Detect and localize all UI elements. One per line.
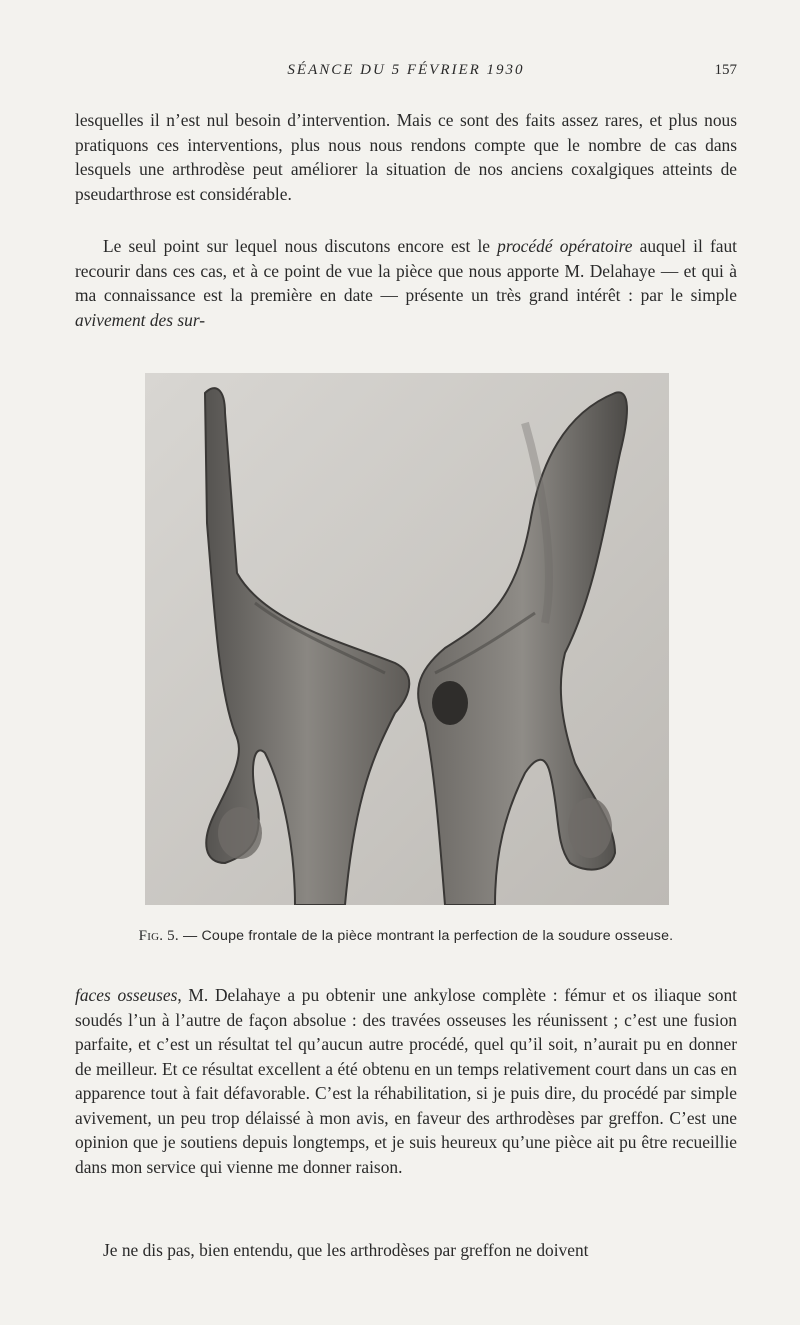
paragraph-4: Je ne dis pas, bien entendu, que les arthrodèses par greffon ne doivent (103, 1240, 589, 1260)
bone-section-photograph (145, 373, 669, 905)
page-number: 157 (714, 62, 737, 78)
paragraph-2-italic-b: avivement des sur- (75, 309, 206, 330)
paragraph-3 (75, 983, 737, 1179)
paragraph-2-italic-a: procédé opératoire (497, 236, 633, 256)
paragraph-2 (75, 234, 737, 332)
figure-caption (75, 928, 737, 945)
bone-photo-illustration (145, 373, 669, 905)
running-title: SÉANCE DU 5 FÉVRIER 1930 (287, 62, 525, 78)
figure-label: Fig. 5. (138, 928, 179, 944)
page-header (75, 62, 737, 84)
paragraph-2-text-b: auquel il faut recourir dans ces cas, et à ce point de vue la pièce que nous apporte M. Delahaye — et qui à ma connaissance est la première en date — présente un très grand intérêt : par le simple (75, 236, 737, 305)
figure-caption-text: — Coupe frontale de la pièce montrant la perfection de la soudure osseuse. (182, 928, 674, 944)
paragraph-3-italic: faces osseuses (75, 985, 178, 1005)
paragraph-3-text: , M. Delahaye a pu obtenir une ankylose complète : fémur et os iliaque sont soudés l’un à l’autre de façon absolue : des travées osseuses les réunissent ; c’est une fusion parfaite, et c’est un résultat tel qu’aucun autre procédé, quel qu’il soit, n’aurait pu en donner de meilleur. Et ce résultat excellent a été obtenu en un temps relativement court dans un cas en apparence tout à fait défavorable. C’est la réhabilitation, si je puis dire, du procédé par simple avivement, un peu trop délaissé à mon avis, en faveur des arthrodèses par greffon. C’est une opinion que je soutiens depuis longtemps, et je suis heureux qu’une pièce ait pu être recueillie dans mon service qui vienne me donner raison. (75, 985, 737, 1177)
paragraph-1: lesquelles il n’est nul besoin d’intervention. Mais ce sont des faits assez rares, et plus nous pratiquons ces interventions, plus nous nous rendons compte que le nombre de cas dans lesquels une arthrodèse peut améliorer la situation de nos anciens coxalgiques atteints de pseudarthrose est considérable. (75, 110, 737, 204)
paragraph-2-text-a: Le seul point sur lequel nous discutons encore est le (103, 236, 498, 256)
